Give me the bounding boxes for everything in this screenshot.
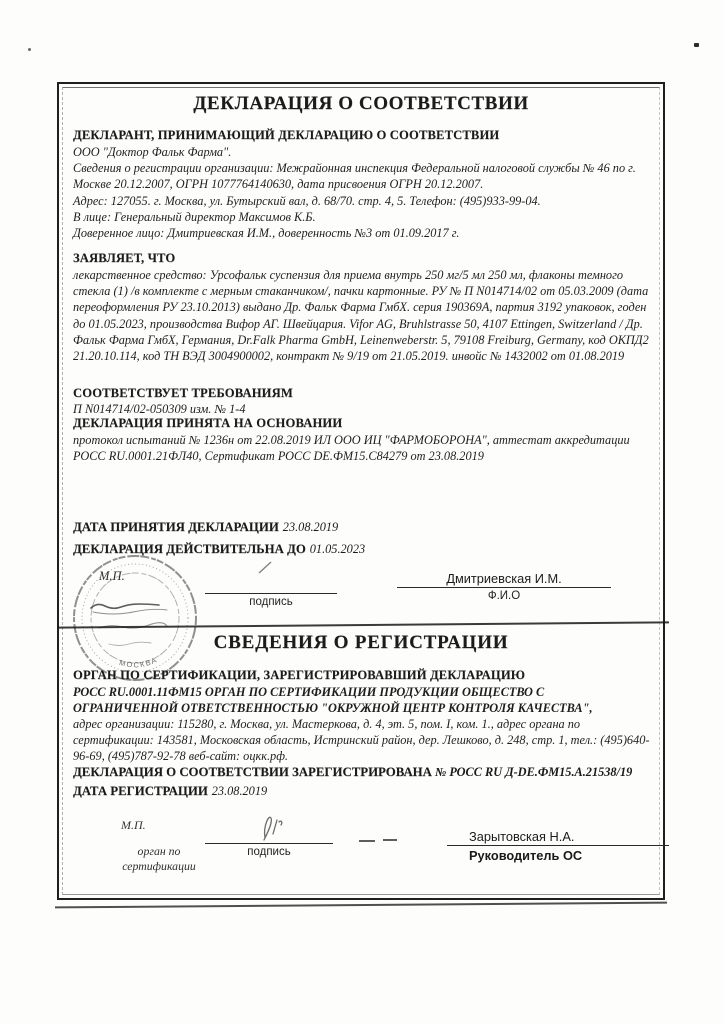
signatory-name-2: Зарытовская Н.А. bbox=[469, 829, 575, 844]
signatory-name-1: Дмитриевская И.М. bbox=[446, 571, 562, 586]
certification-body-caption: орган по сертификации bbox=[122, 844, 196, 873]
registration-date-row bbox=[73, 782, 267, 800]
declarant-registration-info: Сведения о регистрации организации: Межрайонная инспекция Федеральной налоговой службы № 46 по г. Москве 20.12.2007, ОГРН 1077764140630, дата присвоения ОГРН 20.12.2007. bbox=[73, 161, 636, 192]
signature-field-2 bbox=[205, 824, 333, 858]
declarant-text bbox=[73, 144, 651, 241]
name-field-1 bbox=[397, 571, 611, 602]
signatory-role-2: Руководитель ОС bbox=[469, 848, 583, 863]
stamp-city-text: МОСКВА bbox=[118, 654, 160, 670]
signature-line-1 bbox=[205, 574, 337, 594]
declarant-authorized-person: Доверенное лицо: Дмитриевская И.М., доверенность №3 от 01.09.2017 г. bbox=[73, 226, 460, 241]
scan-artifact-dot bbox=[694, 43, 699, 47]
name-field-2 bbox=[447, 829, 669, 863]
valid-until-row bbox=[73, 540, 365, 558]
registration-title: СВЕДЕНИЯ О РЕГИСТРАЦИИ bbox=[213, 632, 509, 653]
signature-caption-2: подпись bbox=[247, 846, 291, 858]
valid-until-value: 01.05.2023 bbox=[309, 542, 366, 556]
signature-caption-1: подпись bbox=[249, 596, 293, 608]
registration-date-value: 23.08.2019 bbox=[211, 784, 268, 798]
scan-artifact-dash bbox=[383, 839, 397, 841]
signature-field-1 bbox=[205, 574, 337, 608]
declares-text: лекарственное средство: Урсофальк суспензия для приема внутрь 250 мг/5 мл 250 мл, флаконы темного стекла (1) /в комплекте с мерным стаканчиком/, пачки картонные. РУ № П N014714/02 от 05.03.2009 (дата переоформления РУ 23.10.2013) выдано Др. Фальк Фарма ГмбХ. серия 190369А, партия 3192 упаковок, годен до 01.05.2023, производства Вифор АГ. Швейцария. Vifor AG, Bruhlstrasse 50, 4107 Ettingen, Switzerland / Др. Фальк Фарма ГмбХ, Германия, Dr.Falk Pharma GmbH, Leinenweberstr. 5, 79108 Freiburg, Germany, код ОКПД2 21.20.10.114, код ТН ВЭД 3004900002, контракт № 9/19 от 21.05.2019. инвойс № 1432002 от 01.08.2019 bbox=[73, 268, 649, 364]
declarant-company: ООО "Доктор Фальк Фарма". bbox=[73, 145, 232, 159]
stamp-place-label-2: М.П. bbox=[121, 818, 146, 832]
authority-details: адрес организации: 115280, г. Москва, ул. Мастеркова, д. 4, эт. 5, пом. I, ком. 1., адрес органа по сертификации: 143581, Московская область, Истринский район, дер. Лешково, д. 248, стр. 1, тел.: (495)640-96-69, (495)787-92-78 веб-сайт: оцкк.рф. bbox=[73, 717, 650, 764]
adoption-date-label: ДАТА ПРИНЯТИЯ ДЕКЛАРАЦИИ bbox=[73, 520, 279, 534]
document-title: ДЕКЛАРАЦИЯ О СООТВЕТСТВИИ bbox=[193, 93, 529, 114]
declaration-document bbox=[57, 82, 665, 900]
authority-name: РОСС RU.0001.11ФМ15 ОРГАН ПО СЕРТИФИКАЦИИ ПРОДУКЦИИ ОБЩЕСТВО С ОГРАНИЧЕННОЙ ОТВЕТСТВЕННОСТЬЮ "ОКРУЖНОЙ ЦЕНТР КОНТРОЛЯ КАЧЕСТВА", bbox=[73, 685, 593, 716]
declares-heading: ЗАЯВЛЯЕТ, ЧТО bbox=[73, 251, 176, 265]
declarant-represented-by: В лице: Генеральный директор Максимов К.Б. bbox=[73, 209, 316, 224]
signature-mark-1 bbox=[257, 560, 275, 574]
stamp-place-label-1: М.П. bbox=[99, 569, 125, 583]
complies-heading: СООТВЕТСТВУЕТ ТРЕБОВАНИЯМ bbox=[73, 386, 293, 400]
name-line-1 bbox=[397, 587, 611, 588]
scan-artifact-bottom-line bbox=[55, 902, 667, 909]
adoption-date-value: 23.08.2019 bbox=[282, 520, 339, 534]
scan-artifact-dot bbox=[28, 48, 31, 51]
valid-until-label: ДЕКЛАРАЦИЯ ДЕЙСТВИТЕЛЬНА ДО bbox=[73, 542, 306, 556]
registered-row bbox=[73, 765, 651, 780]
scan-artifact-dash bbox=[359, 840, 375, 842]
signature-mark-2 bbox=[251, 808, 293, 846]
complies-text: П N014714/02-050309 изм. № 1-4 bbox=[73, 402, 246, 416]
name-line-2 bbox=[447, 845, 669, 846]
section-divider bbox=[57, 621, 669, 628]
registered-number: № РОСС RU Д-DE.ФМ15.А.21538/19 bbox=[435, 765, 633, 779]
adoption-date-row bbox=[73, 518, 338, 536]
name-caption-1: Ф.И.О bbox=[487, 590, 521, 602]
declarant-address: Адрес: 127055. г. Москва, ул. Бутырский вал, д. 68/70. стр. 4, 5. Телефон: (495)933-99-04. bbox=[73, 193, 541, 208]
registration-date-label: ДАТА РЕГИСТРАЦИИ bbox=[73, 784, 208, 798]
basis-text: протокол испытаний № 1236н от 22.08.2019 ИЛ ООО ИЦ "ФАРМОБОРОНА", аттестат аккредитации РОСС RU.0001.21ФЛ40, Сертификат РОСС DE.ФМ15.С84279 от 23.08.2019 bbox=[73, 433, 630, 464]
signature-line-2 bbox=[205, 824, 333, 844]
basis-heading: ДЕКЛАРАЦИЯ ПРИНЯТА НА ОСНОВАНИИ bbox=[73, 416, 343, 430]
declarant-heading: ДЕКЛАРАНТ, ПРИНИМАЮЩИЙ ДЕКЛАРАЦИЮ О СООТВЕТСТВИИ bbox=[73, 128, 500, 142]
registered-label: ДЕКЛАРАЦИЯ О СООТВЕТСТВИИ ЗАРЕГИСТРИРОВАНА bbox=[73, 765, 432, 779]
authority-heading: ОРГАН ПО СЕРТИФИКАЦИИ, ЗАРЕГИСТРИРОВАВШИЙ ДЕКЛАРАЦИЮ bbox=[73, 668, 526, 682]
